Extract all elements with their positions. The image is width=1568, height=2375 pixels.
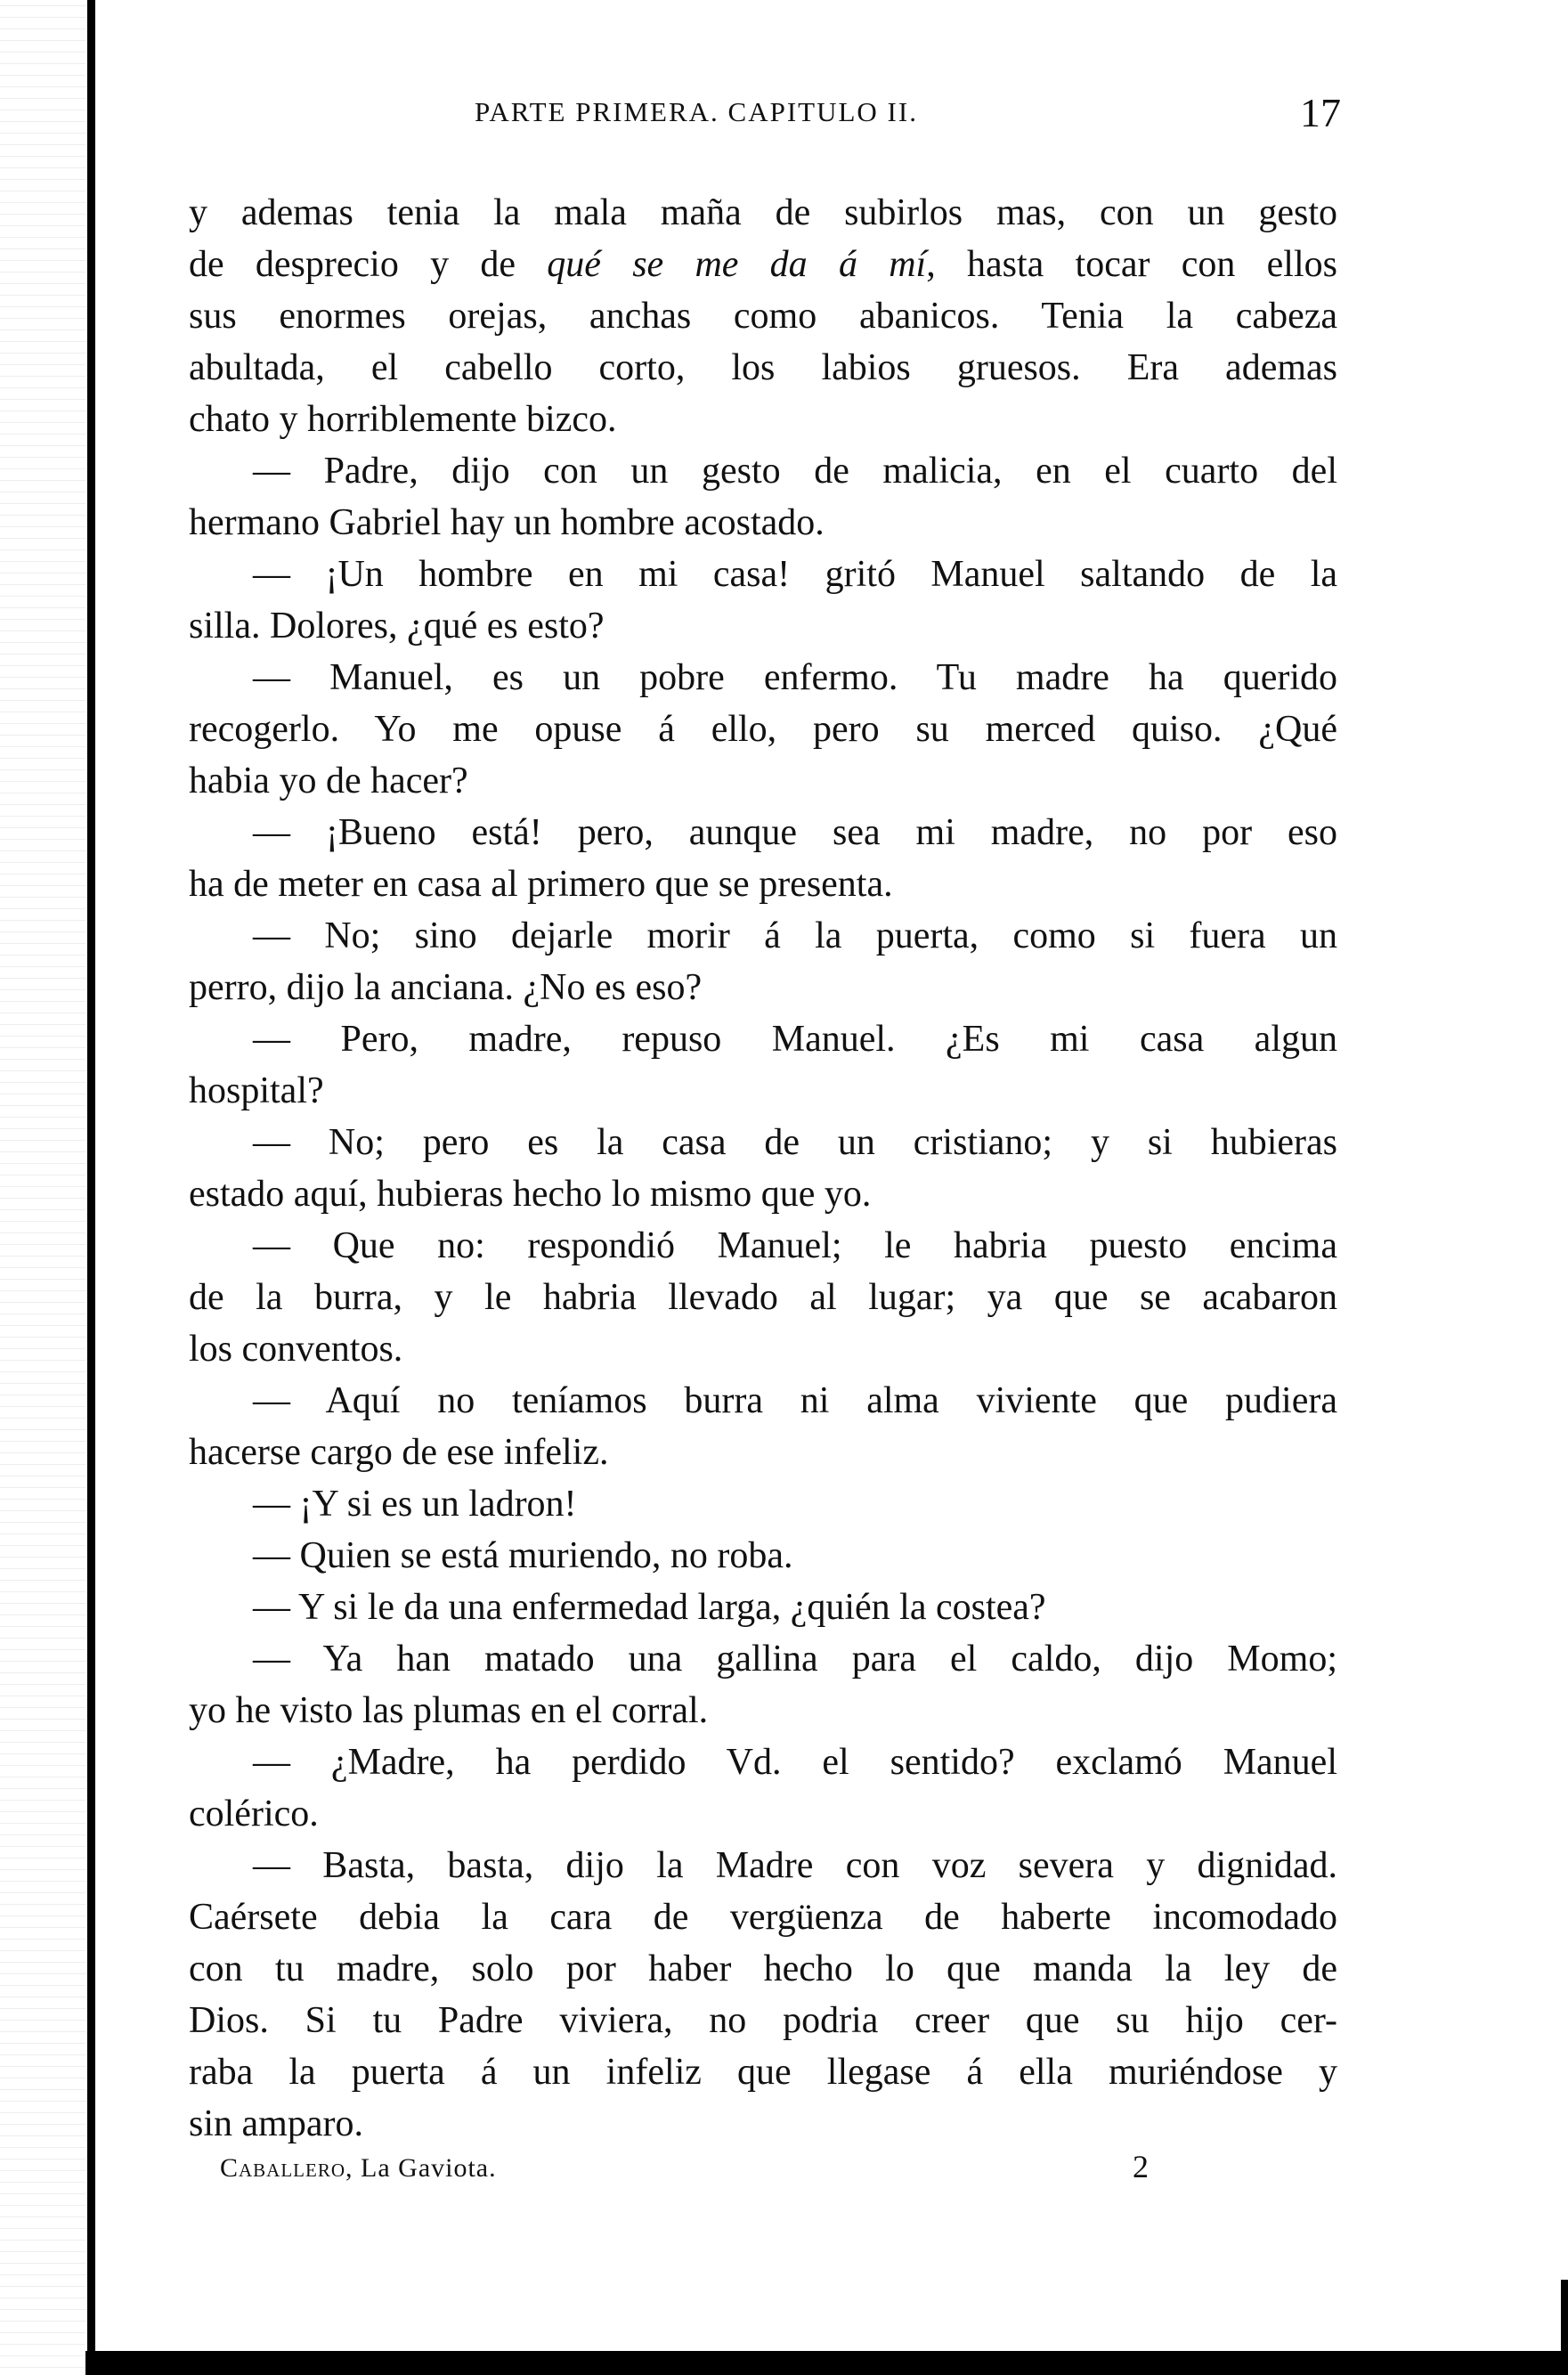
text-line: habia yo de hacer?: [189, 760, 468, 801]
text-line: los conventos.: [189, 1329, 403, 1370]
text-line: ha de meter en casa al primero que se presenta.: [189, 864, 893, 905]
text-line: estado aquí, hubieras hecho lo mismo que yo.: [189, 1174, 872, 1215]
text-line: sus enormes orejas, anchas como abanicos. Tenia la cabeza: [189, 296, 1337, 337]
text-line: — Aquí no teníamos burra ni alma viviente que pudiera: [253, 1380, 1337, 1421]
text-line: — Manuel, es un pobre enfermo. Tu madre ha querido: [253, 657, 1337, 698]
text-line: — ¡Bueno está! pero, aunque sea mi madre, no por eso: [253, 812, 1337, 853]
text-line: — Y si le da una enfermedad larga, ¿quién la costea?: [253, 1587, 1046, 1628]
text-line: — Pero, madre, repuso Manuel. ¿Es mi casa algun: [253, 1019, 1337, 1060]
text-line: — Padre, dijo con un gesto de malicia, en el cuarto del: [253, 451, 1337, 492]
text-line: — Quien se está muriendo, no roba.: [253, 1535, 793, 1576]
text-line: raba la puerta á un infeliz que llegase á ella muriéndose y: [189, 2052, 1337, 2093]
footer-book-credit: [220, 2153, 497, 2184]
text-segment: , hasta tocar con ellos: [926, 244, 1337, 285]
text-line: — ¡Un hombre en mi casa! gritó Manuel saltando de la: [253, 554, 1337, 595]
scan-spine-border: [87, 0, 95, 2351]
text-line: Caérsete debia la cara de vergüenza de haberte incomodado: [189, 1897, 1337, 1938]
scan-corner-mark: [1561, 2280, 1568, 2351]
text-line: — No; sino dejarle morir á la puerta, como si fuera un: [253, 915, 1337, 956]
text-line: abultada, el cabello corto, los labios gruesos. Era ademas: [189, 347, 1337, 388]
body-text: [189, 187, 1337, 2150]
text-line: y ademas tenia la mala maña de subirlos mas, con un gesto: [189, 192, 1337, 233]
footer-title: , La Gaviota.: [345, 2153, 497, 2183]
text-line: hospital?: [189, 1070, 324, 1111]
text-line: con tu madre, solo por haber hecho lo que manda la ley de: [189, 1948, 1337, 1989]
text-line: sin amparo.: [189, 2103, 363, 2144]
text-segment: de desprecio y de: [189, 244, 548, 285]
scan-bottom-border: [85, 2351, 1568, 2375]
scan-page-edge: [0, 0, 85, 2375]
text-line: — Ya han matado una gallina para el caldo, dijo Momo;: [253, 1639, 1337, 1680]
page-number: 17: [1300, 90, 1341, 135]
signature-mark: 2: [1133, 2149, 1149, 2184]
text-line: Dios. Si tu Padre viviera, no podria creer que su hijo cer-: [189, 2000, 1337, 2041]
text-line: recogerlo. Yo me opuse á ello, pero su merced quiso. ¿Qué: [189, 709, 1337, 750]
text-line: hacerse cargo de ese infeliz.: [189, 1432, 609, 1473]
text-line: [189, 239, 1337, 290]
text-line: colérico.: [189, 1793, 319, 1834]
running-header: PARTE PRIMERA. CAPITULO II.: [475, 96, 918, 127]
footer-author: Caballero: [220, 2153, 346, 2183]
text-line: de la burra, y le habria llevado al lugar; ya que se acabaron: [189, 1277, 1337, 1318]
text-line: yo he visto las plumas en el corral.: [189, 1690, 709, 1731]
text-line: silla. Dolores, ¿qué es esto?: [189, 606, 605, 647]
text-line: — Basta, basta, dijo la Madre con voz severa y dignidad.: [253, 1845, 1337, 1886]
text-line: — ¡Y si es un ladron!: [253, 1484, 577, 1525]
text-line: perro, dijo la anciana. ¿No es eso?: [189, 967, 703, 1008]
text-line: — Que no: respondió Manuel; le habria puesto encima: [253, 1225, 1337, 1266]
text-line: chato y horriblemente bizco.: [189, 399, 617, 440]
text-line: — ¿Madre, ha perdido Vd. el sentido? exclamó Manuel: [253, 1742, 1337, 1783]
italic-phrase: qué se me da á mí: [547, 244, 927, 285]
text-line: — No; pero es la casa de un cristiano; y si hubieras: [253, 1122, 1337, 1163]
text-line: hermano Gabriel hay un hombre acostado.: [189, 502, 825, 543]
